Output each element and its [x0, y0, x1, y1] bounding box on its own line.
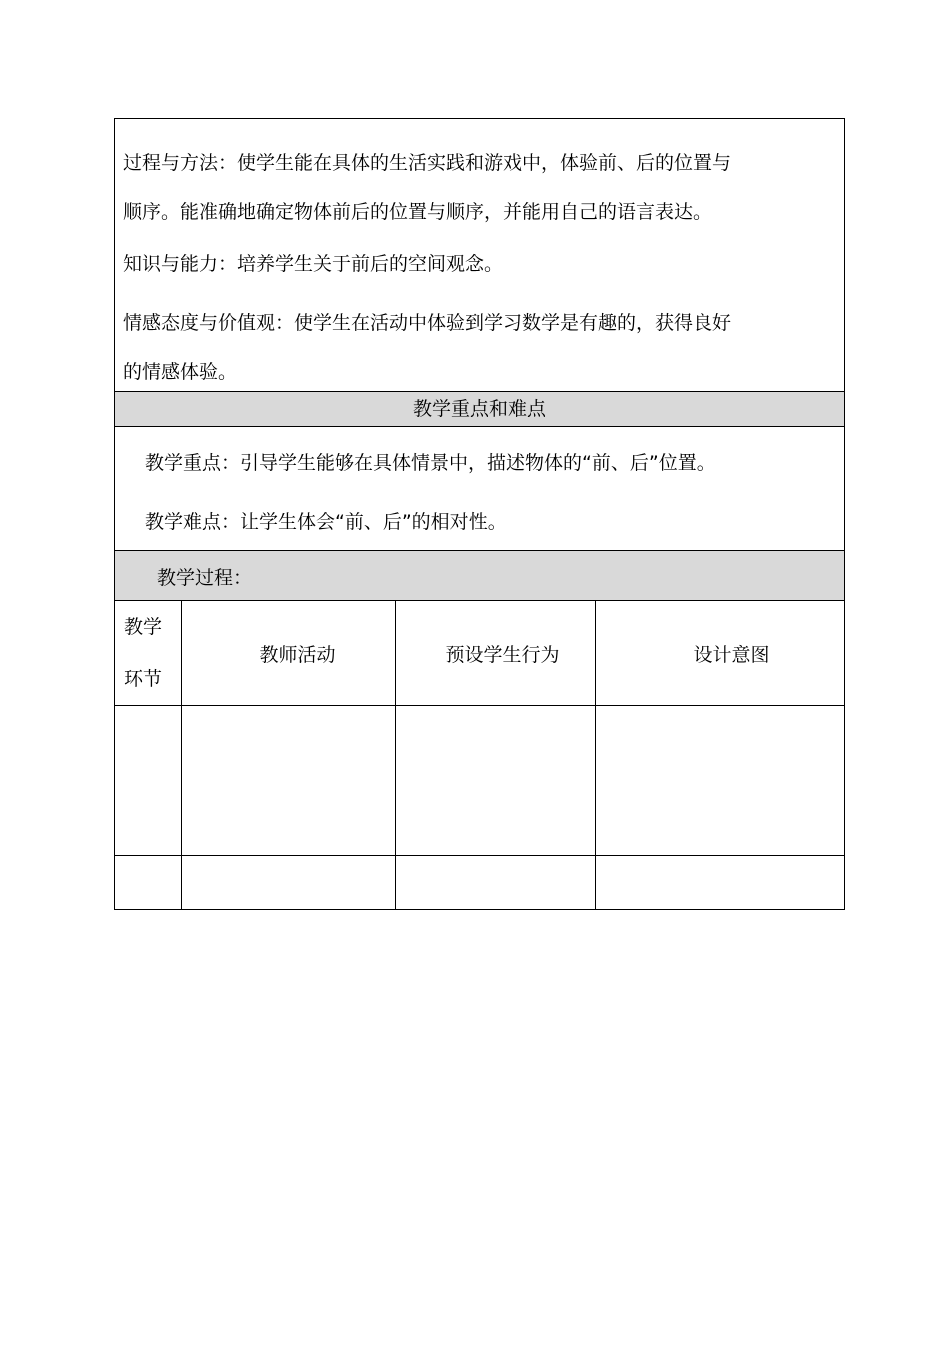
objective-emotion-values-line1: 情感态度与价值观：使学生在活动中体验到学习数学是有趣的，获得良好 — [123, 312, 732, 334]
column-header-teacher-activity: 教师活动 — [181, 601, 395, 706]
table-cell — [181, 706, 395, 856]
table-cell — [395, 856, 595, 910]
teaching-process-grid — [115, 601, 844, 909]
key-point-text: 教学重点：引导学生能够在具体情景中，描述物体的“前、后”位置。 — [145, 452, 716, 474]
objective-emotion-values-line2: 的情感体验。 — [123, 361, 238, 383]
teaching-objectives — [115, 119, 844, 392]
table-cell — [595, 856, 844, 910]
table-cell — [115, 856, 181, 910]
table-cell — [115, 706, 181, 856]
process-column-headers — [115, 601, 844, 706]
table-cell — [595, 706, 844, 856]
table-row — [115, 856, 844, 910]
objective-knowledge-ability: 知识与能力：培养学生关于前后的空间观念。 — [123, 253, 504, 275]
table-cell — [181, 856, 395, 910]
objective-process-method-line1: 过程与方法：使学生能在具体的生活实践和游戏中，体验前、后的位置与 — [123, 152, 732, 174]
table-cell — [395, 706, 595, 856]
column-header-stage — [115, 601, 181, 706]
difficult-point-text: 教学难点：让学生体会“前、后”的相对性。 — [145, 511, 507, 533]
teaching-process-header: 教学过程： — [115, 551, 844, 601]
column-header-stage-line1: 教学 — [124, 616, 163, 638]
table-row — [115, 706, 844, 856]
key-difficult-header: 教学重点和难点 — [115, 392, 844, 427]
key-difficult-points — [115, 427, 844, 551]
column-header-stage-line2: 环节 — [124, 668, 163, 690]
lesson-plan-table — [114, 118, 845, 910]
objective-process-method-line2: 顺序。能准确地确定物体前后的位置与顺序，并能用自己的语言表达。 — [123, 201, 713, 223]
objective-emotion-values — [123, 299, 844, 397]
column-header-design-intent: 设计意图 — [595, 601, 844, 706]
column-header-student-behavior: 预设学生行为 — [395, 601, 595, 706]
objective-process-method — [123, 139, 844, 237]
